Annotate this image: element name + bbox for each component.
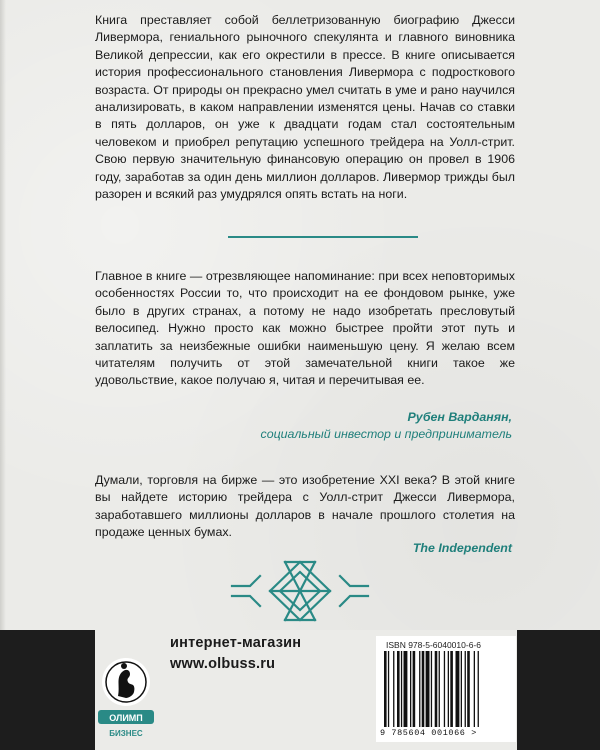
isbn-label: ISBN 978-5-6040010-6-6	[386, 640, 481, 650]
shop-info	[170, 633, 301, 675]
quote-author: Рубен Варданян,	[407, 410, 512, 424]
intro-paragraph	[95, 12, 515, 203]
publisher-logo-icon	[96, 652, 156, 742]
quote-paragraph	[95, 268, 515, 390]
shop-label: интернет-магазин	[170, 635, 302, 651]
logo-text-line1: ОЛИМП	[109, 713, 143, 723]
review-paragraph	[95, 472, 515, 542]
barcode-digits: 9 785604 001066 >	[380, 728, 477, 738]
bottom-left-panel	[0, 630, 95, 750]
section-divider	[228, 236, 418, 238]
barcode-panel	[376, 636, 516, 742]
ornament-icon	[230, 556, 370, 626]
shop-url[interactable]: www.olbuss.ru	[170, 656, 276, 672]
intro-text: Книга преставляет собой беллетризованную биографию Джесси Ливермора, гениального рыночного спекулянта и главного виновника Великой депрессии, как его окрестили в прессе. В книге описывается история профессионального становления Ливермора с подросткового возраста. От природы он прекрасно умел считать в уме и рано научился анализировать, в каком направлении изменятся цены. Начав со ставки в пять долларов, он уже к двадцати годам стал состоятельным человеком и приобрел репутацию успешного трейдера на Уолл-стрит. Свою первую значительную финансовую операцию он провел в 1906 году, заработав за один день миллион долларов. Ливермор трижды был разорен и всякий раз умудрялся опять встать на ноги.	[95, 13, 515, 202]
logo-text-line2: БИЗНЕС	[109, 729, 143, 738]
quote-author-role: социальный инвестор и предприниматель	[260, 427, 512, 441]
quote-attribution	[261, 409, 513, 443]
quote-text: Главное в книге — отрезвляющее напоминание: при всех неповторимых особенностях России то, что происходит на ее фондовом рынке, уже было в других странах, а потому не надо изобретать пресловутый велосипед. Нужно просто как можно быстрее пройти этот путь и заплатить за неизбежные ошибки наименьшую цену. Я желаю всем читателям получить от этой замечательной книги такое же удовольствие, какое получаю я, читая и перечитывая ее.	[95, 269, 515, 388]
bottom-right-panel	[517, 630, 600, 750]
review-text: Думали, торговля на бирже — это изобретение XXI века? В этой книге вы найдете историю трейдера с Уолл-стрит Джесси Ливермора, заработавшего миллионы долларов в начале прошлого столетия на продаже ценных бумах.	[95, 473, 515, 540]
barcode-graphic	[382, 651, 510, 727]
review-source: The Independent	[412, 541, 512, 555]
